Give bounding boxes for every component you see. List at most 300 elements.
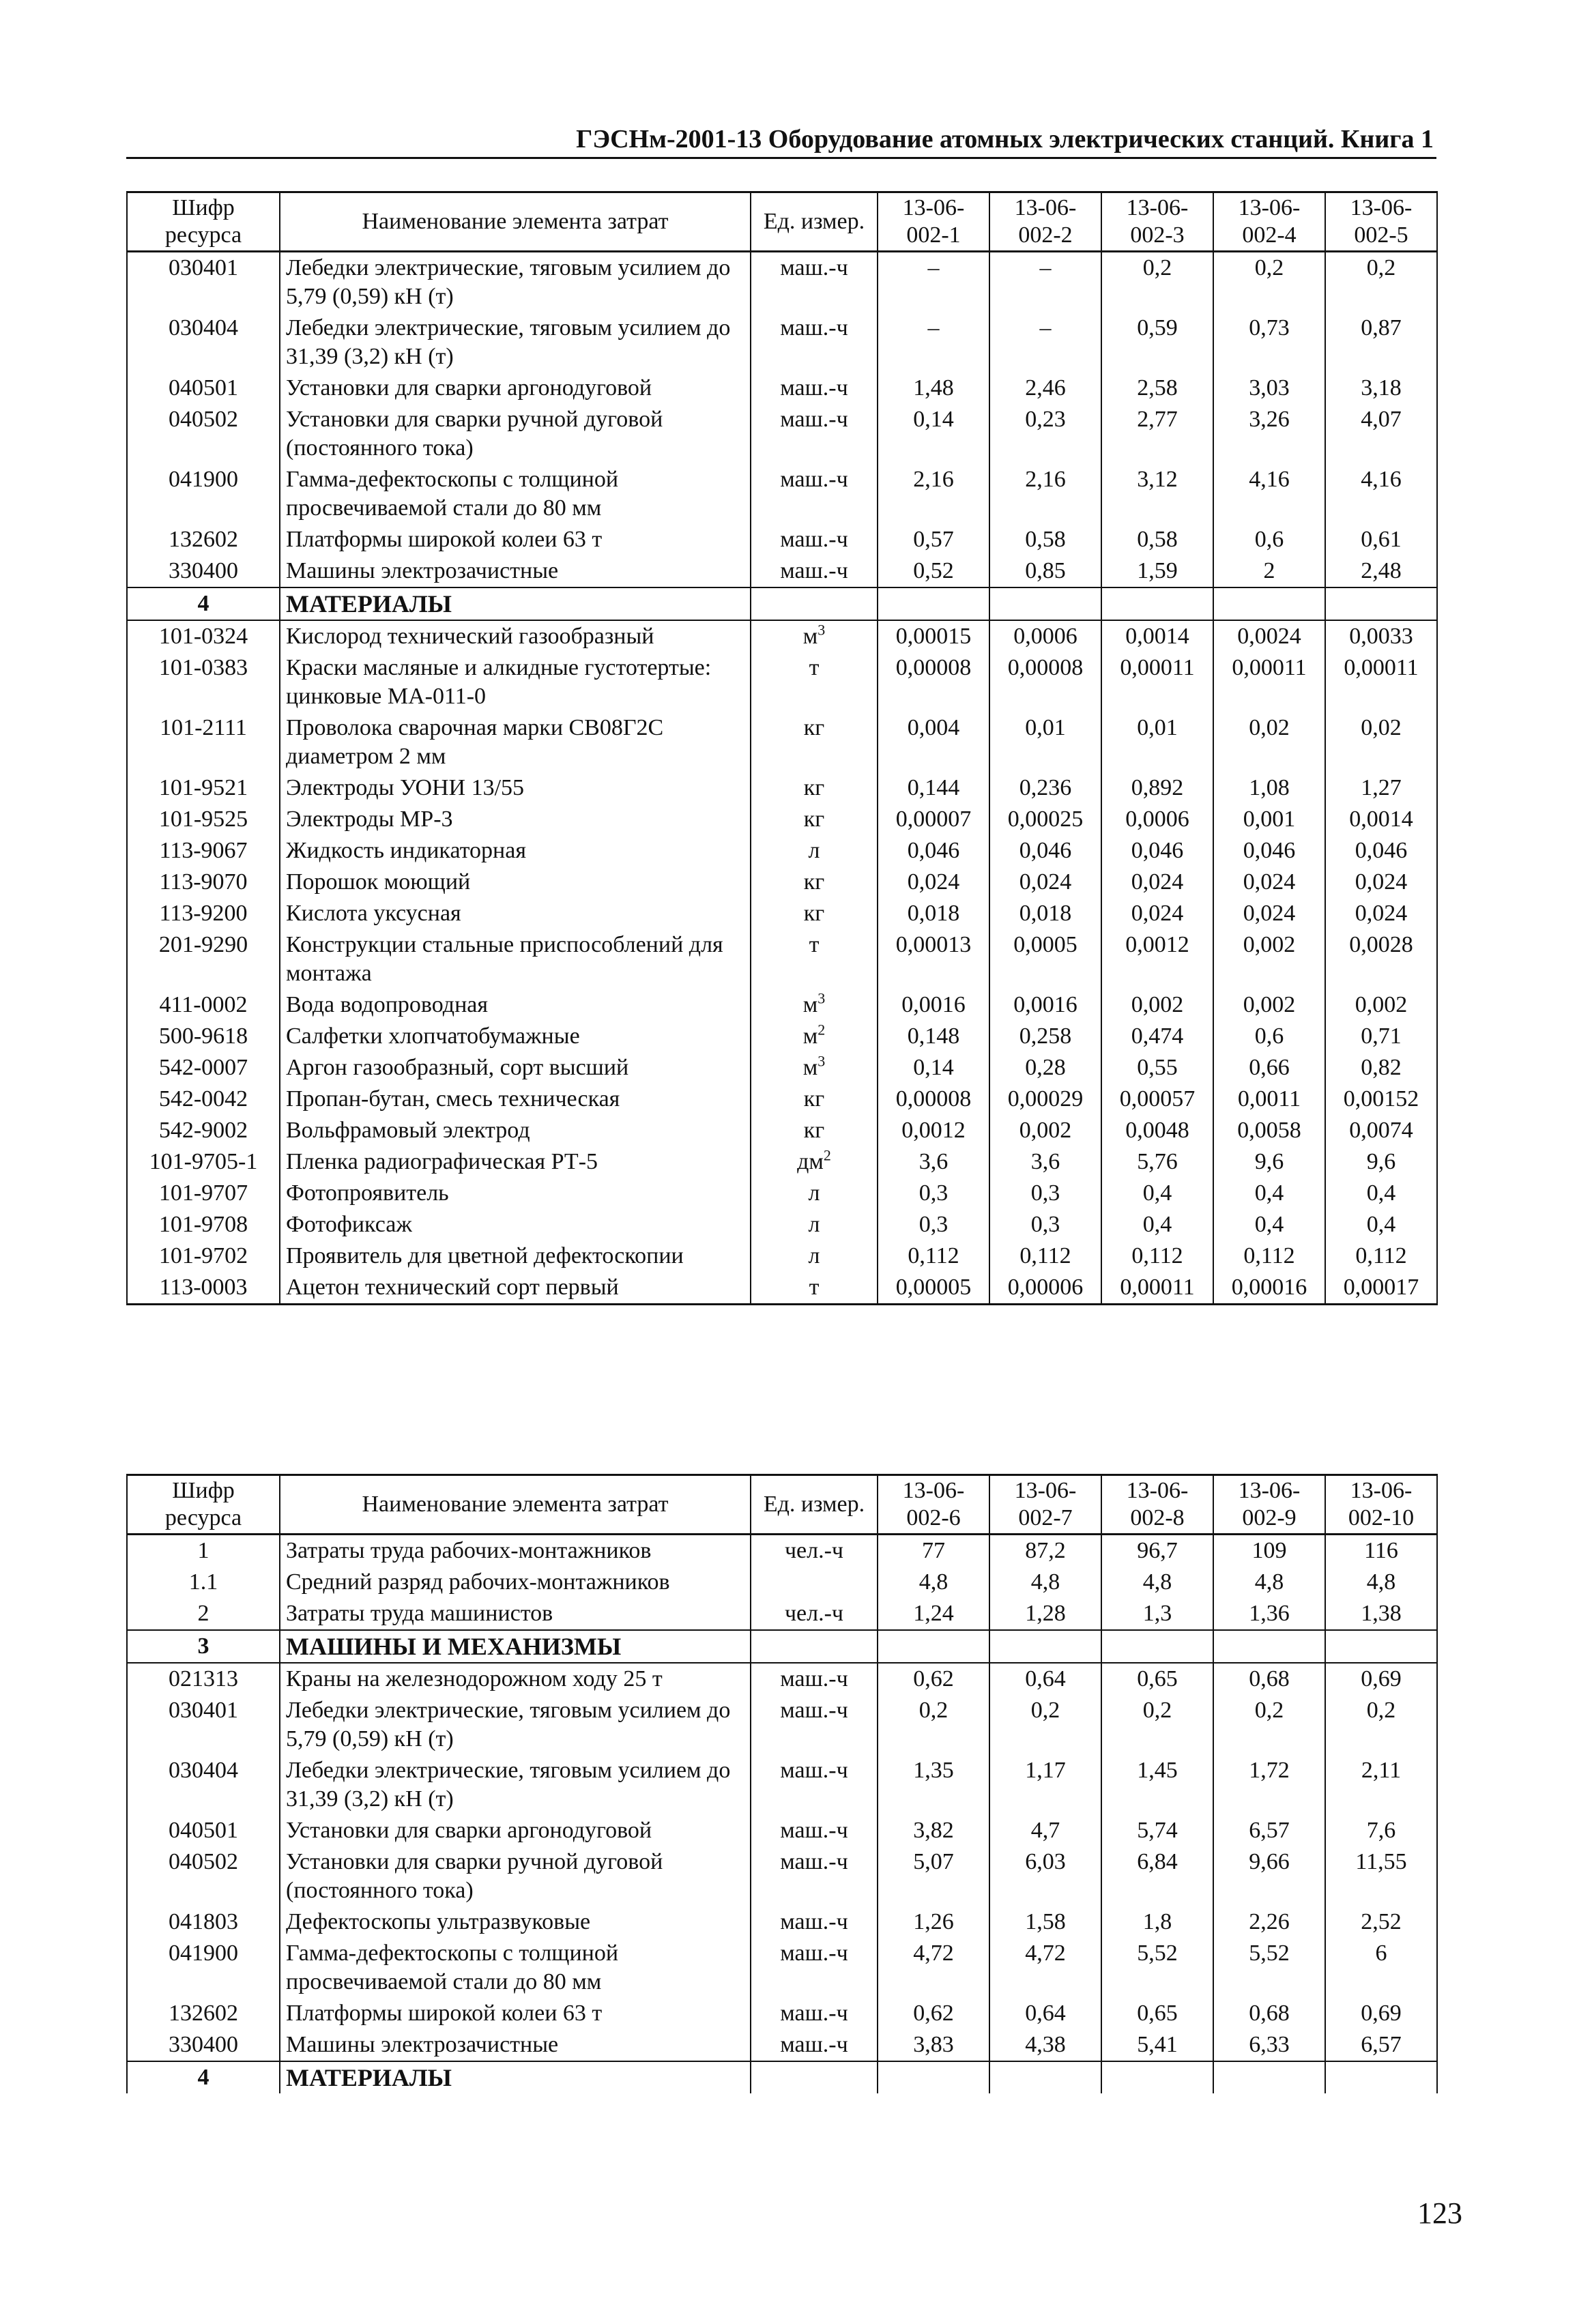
cost-element-name: Кислород технический газообразный xyxy=(280,620,751,652)
norm-value: 0,2 xyxy=(1325,252,1437,313)
unit-text: м xyxy=(802,1023,818,1049)
norm-value: 3,12 xyxy=(1101,464,1213,524)
resource-code: 542-0007 xyxy=(127,1052,280,1084)
unit-text: л xyxy=(808,1212,820,1237)
norm-value: 0,00029 xyxy=(989,1084,1101,1115)
norm-value: 1,58 xyxy=(989,1906,1101,1938)
table-row xyxy=(127,1846,1437,1906)
resource-code: 101-0383 xyxy=(127,652,280,712)
norm-value: 0,2 xyxy=(989,1695,1101,1755)
norm-value: 0,002 xyxy=(1325,989,1437,1021)
norm-value: 0,6 xyxy=(1213,1021,1325,1052)
norm-value: 109 xyxy=(1213,1535,1325,1567)
norm-value: 0,62 xyxy=(878,1998,989,2029)
table-header xyxy=(127,192,1437,252)
norm-value: 0,112 xyxy=(1213,1240,1325,1272)
norm-value: 0,68 xyxy=(1213,1663,1325,1695)
norm-value: 4,72 xyxy=(878,1938,989,1998)
norm-value: 0,112 xyxy=(878,1240,989,1272)
table-row xyxy=(127,1663,1437,1695)
norm-value: 11,55 xyxy=(1325,1846,1437,1906)
norm-value: 4,8 xyxy=(878,1567,989,1598)
norm-value: 0,01 xyxy=(989,712,1101,772)
unit-of-measure xyxy=(751,712,878,772)
norm-value: 0,0016 xyxy=(989,989,1101,1021)
norm-value: 5,52 xyxy=(1213,1938,1325,1998)
unit-text: маш.-ч xyxy=(780,255,848,280)
header-cell-norm: 13-06-002-6 xyxy=(878,1475,989,1535)
unit-text: т xyxy=(809,655,820,680)
unit-exponent: 2 xyxy=(817,1021,826,1038)
table-row xyxy=(127,1998,1437,2029)
norm-value: 0,02 xyxy=(1325,712,1437,772)
table-row xyxy=(127,712,1437,772)
cost-element-name: Установки для сварки ручной дуговой (постоянного тока) xyxy=(280,1846,751,1906)
norm-value: 0,0024 xyxy=(1213,620,1325,652)
unit-text: маш.-ч xyxy=(780,2001,848,2026)
norm-value: 0,73 xyxy=(1213,313,1325,373)
unit-text: маш.-ч xyxy=(780,1849,848,1874)
norm-value: 9,6 xyxy=(1213,1146,1325,1178)
cost-element-name: Вода водопроводная xyxy=(280,989,751,1021)
table-row xyxy=(127,1598,1437,1630)
cost-element-name: Порошок моющий xyxy=(280,867,751,898)
table-row xyxy=(127,464,1437,524)
resource-code: 500-9618 xyxy=(127,1021,280,1052)
unit-text: кг xyxy=(803,869,825,895)
norm-value: 0,2 xyxy=(878,1695,989,1755)
cost-element-name: Затраты труда рабочих-монтажников xyxy=(280,1535,751,1567)
unit-text: т xyxy=(809,932,820,957)
cost-element-name: Краны на железнодорожном ходу 25 т xyxy=(280,1663,751,1695)
norm-value xyxy=(1213,1630,1325,1663)
norm-value: 0,0012 xyxy=(878,1115,989,1146)
norm-value: 0,00008 xyxy=(878,652,989,712)
norm-value: 0,2 xyxy=(1101,252,1213,313)
cost-element-name: Салфетки хлопчатобумажные xyxy=(280,1021,751,1052)
norm-value: 0,00006 xyxy=(989,1272,1101,1305)
norm-value: 116 xyxy=(1325,1535,1437,1567)
unit-of-measure xyxy=(751,1598,878,1630)
cost-element-name: Платформы широкой колеи 63 т xyxy=(280,524,751,555)
norm-value: 4,72 xyxy=(989,1938,1101,1998)
table-row xyxy=(127,1567,1437,1598)
norm-value xyxy=(1213,587,1325,620)
resource-code: 021313 xyxy=(127,1663,280,1695)
unit-of-measure xyxy=(751,404,878,464)
cost-element-name: Платформы широкой колеи 63 т xyxy=(280,1998,751,2029)
norm-value: 0,4 xyxy=(1101,1178,1213,1209)
table-row xyxy=(127,867,1437,898)
resource-code: 3 xyxy=(127,1630,280,1663)
cost-element-name: Пропан-бутан, смесь техническая xyxy=(280,1084,751,1115)
norm-value: 0,018 xyxy=(989,898,1101,929)
norm-value: 0,112 xyxy=(1325,1240,1437,1272)
norm-value: 0,892 xyxy=(1101,772,1213,804)
norm-value: 0,64 xyxy=(989,1998,1101,2029)
norm-value: 2,16 xyxy=(989,464,1101,524)
norm-value: 1,36 xyxy=(1213,1598,1325,1630)
unit-of-measure xyxy=(751,1755,878,1815)
norm-value: 0,046 xyxy=(1101,835,1213,867)
norm-value: 0,046 xyxy=(878,835,989,867)
resource-table-1 xyxy=(126,191,1438,1305)
header-cell-norm: 13-06-002-8 xyxy=(1101,1475,1213,1535)
unit-text: маш.-ч xyxy=(780,2032,848,2057)
resource-code: 041900 xyxy=(127,1938,280,1998)
norm-value: 4,8 xyxy=(1213,1567,1325,1598)
norm-value: 6,57 xyxy=(1213,1815,1325,1846)
header-cell-unit: Ед. измер. xyxy=(751,1475,878,1535)
table-row xyxy=(127,1938,1437,1998)
cost-element-name: Средний разряд рабочих-монтажников xyxy=(280,1567,751,1598)
cost-element-name: Затраты труда машинистов xyxy=(280,1598,751,1630)
norm-value: 0,0048 xyxy=(1101,1115,1213,1146)
norm-value: 0,14 xyxy=(878,1052,989,1084)
norm-value: 1,3 xyxy=(1101,1598,1213,1630)
norm-value: 77 xyxy=(878,1535,989,1567)
norm-value xyxy=(878,2061,989,2093)
norm-value: 0,024 xyxy=(1325,898,1437,929)
cost-element-name: Лебедки электрические, тяговым усилием до 5,79 (0,59) кН (т) xyxy=(280,252,751,313)
norm-value: 1,35 xyxy=(878,1755,989,1815)
unit-of-measure xyxy=(751,898,878,929)
norm-value: 5,41 xyxy=(1101,2029,1213,2061)
unit-text: маш.-ч xyxy=(780,527,848,552)
norm-value: 0,82 xyxy=(1325,1052,1437,1084)
unit-text: кг xyxy=(803,775,825,800)
norm-value: 0,00025 xyxy=(989,804,1101,835)
norm-value: 2,77 xyxy=(1101,404,1213,464)
norm-value: 0,87 xyxy=(1325,313,1437,373)
unit-of-measure xyxy=(751,1815,878,1846)
unit-exponent: 2 xyxy=(823,1146,831,1164)
norm-value: 7,6 xyxy=(1325,1815,1437,1846)
norm-value: 2,46 xyxy=(989,373,1101,404)
section-row xyxy=(127,2061,1437,2093)
norm-value: 0,62 xyxy=(878,1663,989,1695)
norm-value: 87,2 xyxy=(989,1535,1101,1567)
norm-value: 4,8 xyxy=(1325,1567,1437,1598)
resource-code: 101-0324 xyxy=(127,620,280,652)
unit-exponent: 3 xyxy=(817,1052,826,1070)
unit-of-measure xyxy=(751,2061,878,2093)
unit-of-measure xyxy=(751,2029,878,2061)
resource-code: 101-9702 xyxy=(127,1240,280,1272)
norm-value: 0,024 xyxy=(1101,867,1213,898)
norm-value: 3,6 xyxy=(878,1146,989,1178)
norm-value: 2,16 xyxy=(878,464,989,524)
norm-value: 0,024 xyxy=(1213,898,1325,929)
norm-value xyxy=(1325,2061,1437,2093)
resource-code: 201-9290 xyxy=(127,929,280,989)
norm-value: 4,8 xyxy=(1101,1567,1213,1598)
norm-value: 0,69 xyxy=(1325,1663,1437,1695)
norm-value: 96,7 xyxy=(1101,1535,1213,1567)
unit-text: маш.-ч xyxy=(780,1666,848,1691)
unit-text: маш.-ч xyxy=(780,315,848,340)
norm-value: 0,4 xyxy=(1213,1209,1325,1240)
cost-element-name: Аргон газообразный, сорт высший xyxy=(280,1052,751,1084)
unit-of-measure xyxy=(751,1663,878,1695)
resource-code: 101-9525 xyxy=(127,804,280,835)
norm-value: 0,58 xyxy=(1101,524,1213,555)
norm-value: – xyxy=(989,313,1101,373)
cost-element-name: Фотопроявитель xyxy=(280,1178,751,1209)
norm-value: 0,046 xyxy=(1213,835,1325,867)
norm-value: 0,0012 xyxy=(1101,929,1213,989)
norm-value: 2,11 xyxy=(1325,1755,1437,1815)
norm-value: 1,38 xyxy=(1325,1598,1437,1630)
unit-of-measure xyxy=(751,1240,878,1272)
norm-value: 0,0014 xyxy=(1325,804,1437,835)
norm-value xyxy=(1213,2061,1325,2093)
table-row xyxy=(127,1695,1437,1755)
norm-value: 0,046 xyxy=(1325,835,1437,867)
unit-text: м xyxy=(802,992,818,1017)
norm-value: 0,258 xyxy=(989,1021,1101,1052)
resource-code: 132602 xyxy=(127,524,280,555)
norm-value: 0,4 xyxy=(1101,1209,1213,1240)
norm-value: 0,3 xyxy=(878,1209,989,1240)
header-title: ГЭСНм-2001-13 Оборудование атомных электрических станций. Книга 1 xyxy=(576,125,1434,154)
unit-of-measure xyxy=(751,1178,878,1209)
norm-value: 0,69 xyxy=(1325,1998,1437,2029)
norm-value: 2,26 xyxy=(1213,1906,1325,1938)
header-cell-norm: 13-06-002-10 xyxy=(1325,1475,1437,1535)
norm-value: 2,52 xyxy=(1325,1906,1437,1938)
norm-value: 1,27 xyxy=(1325,772,1437,804)
norm-value: 1,59 xyxy=(1101,555,1213,587)
unit-text: чел.-ч xyxy=(784,1601,844,1626)
table-row xyxy=(127,1535,1437,1567)
norm-value: 2 xyxy=(1213,555,1325,587)
norm-value: 9,66 xyxy=(1213,1846,1325,1906)
norm-value: 3,18 xyxy=(1325,373,1437,404)
cost-element-name: Дефектоскопы ультразвуковые xyxy=(280,1906,751,1938)
norm-value: 0,00152 xyxy=(1325,1084,1437,1115)
table-row xyxy=(127,1815,1437,1846)
cost-element-name: Установки для сварки ручной дуговой (постоянного тока) xyxy=(280,404,751,464)
norm-value: 0,28 xyxy=(989,1052,1101,1084)
cost-element-name: Лебедки электрические, тяговым усилием до 31,39 (3,2) кН (т) xyxy=(280,1755,751,1815)
section-row xyxy=(127,1630,1437,1663)
norm-value: 0,00007 xyxy=(878,804,989,835)
unit-text: маш.-ч xyxy=(780,1758,848,1783)
resource-code: 040501 xyxy=(127,373,280,404)
norm-value: 5,52 xyxy=(1101,1938,1213,1998)
norm-value: 5,74 xyxy=(1101,1815,1213,1846)
table-row xyxy=(127,1115,1437,1146)
norm-value: 5,07 xyxy=(878,1846,989,1906)
cost-element-name: Лебедки электрические, тяговым усилием до 31,39 (3,2) кН (т) xyxy=(280,313,751,373)
norm-value: 0,52 xyxy=(878,555,989,587)
unit-text: маш.-ч xyxy=(780,375,848,401)
norm-value: 0,3 xyxy=(878,1178,989,1209)
norm-value: 2,48 xyxy=(1325,555,1437,587)
table-row xyxy=(127,1146,1437,1178)
table-row xyxy=(127,1755,1437,1815)
norm-value: 0,23 xyxy=(989,404,1101,464)
resource-code: 113-9200 xyxy=(127,898,280,929)
norm-value xyxy=(878,1630,989,1663)
cost-element-name: МАШИНЫ И МЕХАНИЗМЫ xyxy=(280,1630,751,1663)
header-cell-unit: Ед. измер. xyxy=(751,192,878,252)
unit-of-measure xyxy=(751,373,878,404)
norm-value: 0,4 xyxy=(1213,1178,1325,1209)
unit-text: маш.-ч xyxy=(780,467,848,492)
norm-value: 0,01 xyxy=(1101,712,1213,772)
norm-value: 0,3 xyxy=(989,1209,1101,1240)
resource-code: 113-9070 xyxy=(127,867,280,898)
cost-element-name: Краски масляные и алкидные густотертые: цинковые МА-011-0 xyxy=(280,652,751,712)
cost-element-name: Гамма-дефектоскопы с толщиной просвечиваемой стали до 80 мм xyxy=(280,1938,751,1998)
norm-value: 0,002 xyxy=(1101,989,1213,1021)
unit-text: кг xyxy=(803,1086,825,1112)
table-row xyxy=(127,524,1437,555)
cost-element-name: Вольфрамовый электрод xyxy=(280,1115,751,1146)
norm-value: 4,16 xyxy=(1325,464,1437,524)
unit-of-measure xyxy=(751,867,878,898)
norm-value: 0,61 xyxy=(1325,524,1437,555)
norm-value: 0,00011 xyxy=(1101,1272,1213,1305)
norm-value: 0,00008 xyxy=(989,652,1101,712)
norm-value: 0,00013 xyxy=(878,929,989,989)
norm-value: 0,0028 xyxy=(1325,929,1437,989)
resource-code: 030401 xyxy=(127,1695,280,1755)
norm-value: 3,03 xyxy=(1213,373,1325,404)
norm-value: 0,85 xyxy=(989,555,1101,587)
unit-of-measure xyxy=(751,1021,878,1052)
unit-text: кг xyxy=(803,1118,825,1143)
norm-value: 4,07 xyxy=(1325,404,1437,464)
table-row xyxy=(127,1272,1437,1305)
unit-text: кг xyxy=(803,715,825,740)
norm-value: 0,00011 xyxy=(1213,652,1325,712)
norm-value: 4,7 xyxy=(989,1815,1101,1846)
table-row xyxy=(127,1209,1437,1240)
norm-value: 3,83 xyxy=(878,2029,989,2061)
cost-element-name: Машины электрозачистные xyxy=(280,555,751,587)
norm-value: 0,2 xyxy=(1213,252,1325,313)
norm-value: 1,45 xyxy=(1101,1755,1213,1815)
norm-value: 0,0014 xyxy=(1101,620,1213,652)
cost-element-name: Установки для сварки аргонодуговой xyxy=(280,1815,751,1846)
unit-of-measure xyxy=(751,1567,878,1598)
section-row xyxy=(127,587,1437,620)
unit-of-measure xyxy=(751,252,878,313)
norm-value: 0,0033 xyxy=(1325,620,1437,652)
resource-code: 041803 xyxy=(127,1906,280,1938)
norm-value: 0,0011 xyxy=(1213,1084,1325,1115)
header-cell-norm: 13-06-002-1 xyxy=(878,192,989,252)
resource-code: 030401 xyxy=(127,252,280,313)
unit-of-measure xyxy=(751,1938,878,1998)
table-row xyxy=(127,373,1437,404)
unit-text: кг xyxy=(803,901,825,926)
unit-text: маш.-ч xyxy=(780,1941,848,1966)
norm-value: 6 xyxy=(1325,1938,1437,1998)
unit-text: маш.-ч xyxy=(780,1698,848,1723)
norm-value: 3,26 xyxy=(1213,404,1325,464)
table-row xyxy=(127,1021,1437,1052)
norm-value: 0,024 xyxy=(878,867,989,898)
norm-value: 1,26 xyxy=(878,1906,989,1938)
norm-value: 0,4 xyxy=(1325,1209,1437,1240)
page-number: 123 xyxy=(1417,2196,1462,2230)
norm-value: 0,024 xyxy=(989,867,1101,898)
table-row xyxy=(127,1052,1437,1084)
norm-value: 0,002 xyxy=(989,1115,1101,1146)
norm-value xyxy=(989,587,1101,620)
norm-value: 0,0058 xyxy=(1213,1115,1325,1146)
norm-value: 0,148 xyxy=(878,1021,989,1052)
norm-value: 0,002 xyxy=(1213,989,1325,1021)
unit-text: л xyxy=(808,1243,820,1268)
unit-exponent: 3 xyxy=(817,989,826,1007)
unit-text: маш.-ч xyxy=(780,407,848,432)
table-row xyxy=(127,252,1437,313)
unit-text: маш.-ч xyxy=(780,1818,848,1843)
table-row xyxy=(127,772,1437,804)
norm-value: 0,68 xyxy=(1213,1998,1325,2029)
norm-value: 0,55 xyxy=(1101,1052,1213,1084)
norm-value: 1,72 xyxy=(1213,1755,1325,1815)
norm-value: 0,001 xyxy=(1213,804,1325,835)
cost-element-name: Конструкции стальные приспособлений для монтажа xyxy=(280,929,751,989)
norm-value: 0,4 xyxy=(1325,1178,1437,1209)
norm-value xyxy=(1325,1630,1437,1663)
norm-value: 0,71 xyxy=(1325,1021,1437,1052)
cost-element-name: Фотофиксаж xyxy=(280,1209,751,1240)
norm-value: 0,024 xyxy=(1325,867,1437,898)
norm-value: 0,112 xyxy=(989,1240,1101,1272)
norm-value: 0,00057 xyxy=(1101,1084,1213,1115)
table-row xyxy=(127,1240,1437,1272)
norm-value: 0,112 xyxy=(1101,1240,1213,1272)
resource-code: 040501 xyxy=(127,1815,280,1846)
unit-of-measure xyxy=(751,555,878,587)
table-body xyxy=(127,252,1437,1305)
norm-value: 1,08 xyxy=(1213,772,1325,804)
norm-value: 0,002 xyxy=(1213,929,1325,989)
cost-element-name: Ацетон технический сорт первый xyxy=(280,1272,751,1305)
norm-value: 0,00005 xyxy=(878,1272,989,1305)
norm-value xyxy=(878,587,989,620)
norm-value: 1,8 xyxy=(1101,1906,1213,1938)
norm-value: 6,33 xyxy=(1213,2029,1325,2061)
norm-value: 0,00016 xyxy=(1213,1272,1325,1305)
unit-text: маш.-ч xyxy=(780,1909,848,1934)
norm-value: 6,03 xyxy=(989,1846,1101,1906)
norm-value: 1,28 xyxy=(989,1598,1101,1630)
resource-code: 101-9708 xyxy=(127,1209,280,1240)
norm-value: 0,59 xyxy=(1101,313,1213,373)
resource-code: 4 xyxy=(127,2061,280,2093)
resource-code: 040502 xyxy=(127,1846,280,1906)
table-body xyxy=(127,1535,1437,2094)
norm-value xyxy=(989,1630,1101,1663)
norm-value: 0,2 xyxy=(1213,1695,1325,1755)
unit-of-measure xyxy=(751,1115,878,1146)
norm-value: 3,82 xyxy=(878,1815,989,1846)
table-row xyxy=(127,804,1437,835)
unit-of-measure xyxy=(751,524,878,555)
resource-code: 101-2111 xyxy=(127,712,280,772)
header-cell-code: Шифр ресурса xyxy=(127,1475,280,1535)
resource-code: 030404 xyxy=(127,1755,280,1815)
resource-code: 1.1 xyxy=(127,1567,280,1598)
